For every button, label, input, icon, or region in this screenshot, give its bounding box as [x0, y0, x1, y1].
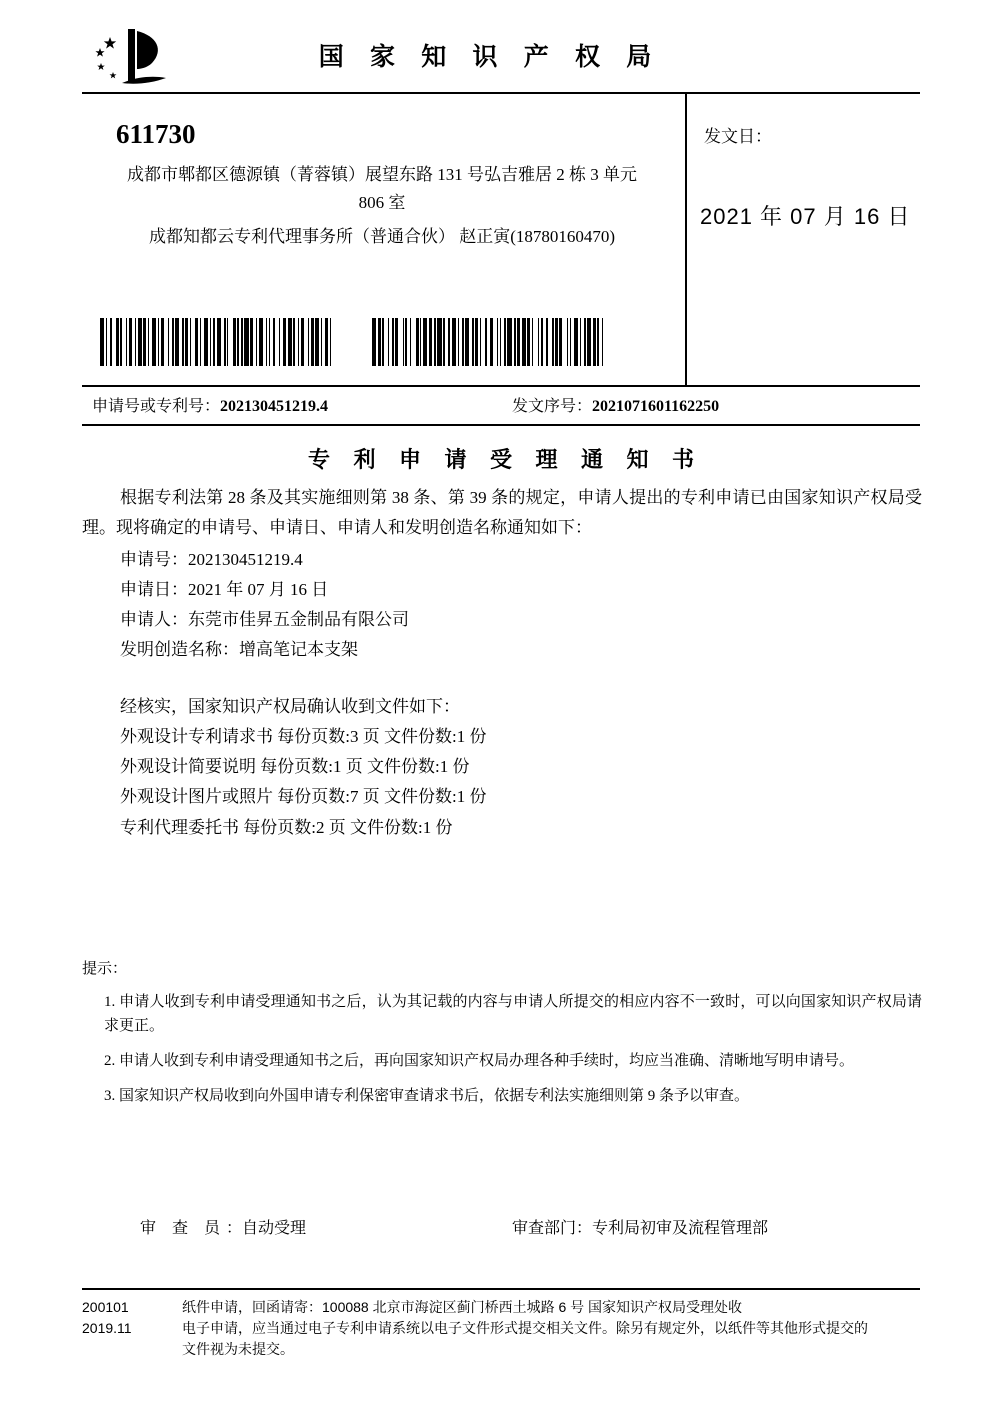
footer-code-1: 200101 — [82, 1299, 129, 1315]
numbers-divider-top — [82, 385, 920, 387]
department-label: 审查部门： — [512, 1220, 593, 1237]
footer-line-2: 电子申请，应当通过电子专利申请系统以电子文件形式提交相关文件。除另有规定外，以纸件等其他形式提交的 — [182, 1320, 868, 1336]
footer-divider — [82, 1288, 920, 1290]
note-item: 1. 申请人收到专利申请受理通知书之后，认为其记载的内容与申请人所提交的相应内容不一致时，可以向国家知识产权局请求更正。 — [104, 994, 922, 1034]
numbers-row — [92, 393, 912, 416]
body-intro-paragraph: 根据专利法第 28 条及其实施细则第 38 条、第 39 条的规定，申请人提出的专利申请已由国家知识产权局受理。现将确定的申请号、申请日、申请人和发明创造名称通知如下： — [82, 488, 922, 537]
field-invention-name: 发明创造名称：增高笔记本支架 — [120, 640, 358, 660]
numbers-divider-bottom — [82, 424, 920, 426]
recipient-address-line-2: 806 室 — [358, 193, 406, 213]
recipient-address-line-1: 成都市郫都区德源镇（菁蓉镇）展望东路 131 号弘吉雅居 2 栋 3 单元 — [127, 165, 637, 185]
received-files-section — [82, 692, 922, 843]
column-divider — [685, 92, 687, 385]
received-file-item: 外观设计简要说明 每份页数:1 页 文件份数:1 份 — [120, 757, 470, 776]
footer-code-2: 2019.11 — [82, 1320, 132, 1336]
cnipa-emblem-icon — [84, 23, 180, 87]
notes-section — [82, 958, 922, 1120]
issue-date-label: 发文日： — [704, 127, 772, 146]
note-item: 3. 国家知识产权局收到向外国申请专利保密审查请求书后，依据专利法实施细则第 9 条予以审查。 — [104, 1088, 750, 1104]
document-body — [82, 483, 922, 843]
notes-heading: 提示： — [82, 961, 128, 977]
examiner-label: 审 查 员 — [140, 1220, 227, 1237]
page-bottom-edge — [0, 1404, 1002, 1414]
field-application-date: 申请日：2021 年 07 月 16 日 — [120, 579, 329, 599]
issue-date-value: 2021 年 07 月 16 日 — [700, 204, 911, 229]
field-applicant: 申请人：东莞市佳昇五金制品有限公司 — [120, 610, 409, 629]
page-title: 专 利 申 请 受 理 通 知 书 — [307, 447, 703, 472]
field-application-number: 申请号：202130451219.4 — [120, 549, 303, 569]
document-header — [82, 18, 920, 92]
serial-number-value: 2021071601162250 — [592, 398, 720, 415]
examiner-value: ：自动受理 — [226, 1220, 307, 1237]
application-fields — [82, 545, 922, 666]
note-item: 2. 申请人收到专利申请受理通知书之后，再向国家知识产权局办理各种手续时，均应当准确、清晰地写明申请号。 — [104, 1052, 855, 1069]
application-number-label: 申请号或专利号： — [92, 398, 221, 415]
recipient-agent-line: 成都知都云专利代理事务所（普通合伙） 赵正寅(18780160470) — [148, 227, 616, 247]
received-file-item: 专利代理委托书 每份页数:2 页 文件份数:1 份 — [120, 817, 453, 837]
received-file-item: 外观设计图片或照片 每份页数:7 页 文件份数:1 份 — [120, 787, 487, 807]
application-number-value: 202130451219.4 — [220, 398, 329, 415]
examiner-field — [140, 1215, 306, 1238]
received-files-heading: 经核实，国家知识产权局确认收到文件如下： — [120, 696, 460, 716]
received-file-item: 外观设计专利请求书 每份页数:3 页 文件份数:1 份 — [120, 726, 487, 746]
document-number: 611730 — [116, 119, 196, 149]
header-divider — [82, 92, 920, 94]
department-field — [512, 1215, 768, 1238]
footer-line-1: 纸件申请，回函请寄：100088 北京市海淀区蓟门桥西土城路 6 号 国家知识产权局受理处收 — [182, 1299, 743, 1315]
footer-line-3: 文件视为未提交。 — [182, 1341, 294, 1357]
organization-title: 国 家 知 识 产 权 局 — [318, 44, 662, 71]
recipient-block — [82, 118, 682, 252]
serial-number-label: 发文序号： — [512, 398, 593, 415]
department-value: 专利局初审及流程管理部 — [592, 1220, 769, 1237]
footer-codes — [82, 1297, 172, 1339]
footer-texts — [182, 1297, 912, 1360]
barcode-application-number — [100, 318, 336, 366]
barcode-serial-number — [372, 318, 608, 366]
